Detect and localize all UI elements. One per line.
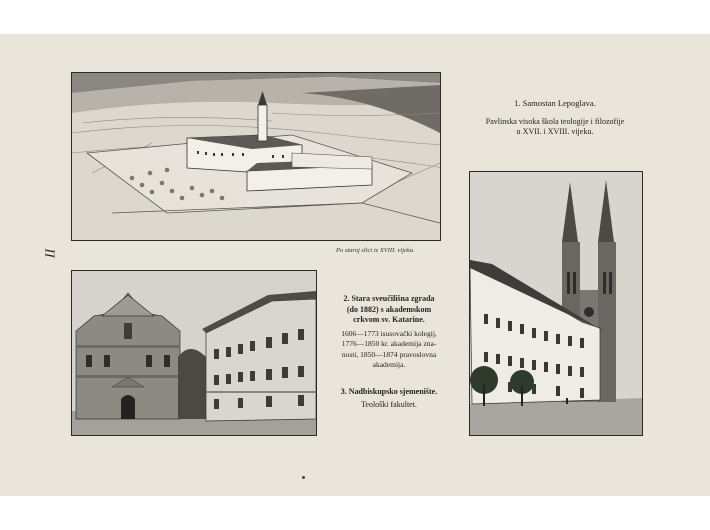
caption-seminary [330, 387, 448, 410]
caption-university-text-4: akademija. [372, 360, 406, 369]
caption-lepoglava-title: 1. Samostan Lepoglava. [514, 98, 596, 108]
page-number: II [41, 248, 57, 258]
caption-university-text-3: nosti, 1850—1874 pravoslovna [341, 349, 437, 359]
old-university-building-image [71, 270, 317, 436]
image-credit: Po staroj slici iz XVIII. vijeka. [336, 247, 415, 254]
caption-university-title-3: crkvom sv. Katarine. [353, 315, 425, 324]
caption-seminary-title: 3. Nadbiskupsko sjemenište. [340, 387, 438, 396]
caption-university-title-2: (do 1882) s akademskom [346, 304, 432, 314]
caption-university-title-1: 2. Stara sveučilišna zgrada [343, 294, 435, 303]
caption-university-text-1: 1606—1773 isusovački kolegij, [341, 328, 437, 338]
caption-university-text-2: 1776—1850 kr. akademija zna- [341, 339, 437, 348]
seminary-cathedral-image [469, 171, 643, 436]
lepoglava-monastery-image [71, 72, 441, 241]
caption-lepoglava [470, 98, 640, 138]
caption-seminary-text: Teološki fakultet. [361, 399, 417, 409]
book-page [0, 34, 710, 496]
caption-lepoglava-text-1: Pavlinska visoka škola teologije i filozofije [485, 116, 625, 126]
page-dot [302, 476, 305, 479]
caption-university [330, 294, 448, 371]
caption-lepoglava-text-2: u XVII. i XVIII. vijeku. [516, 127, 594, 136]
